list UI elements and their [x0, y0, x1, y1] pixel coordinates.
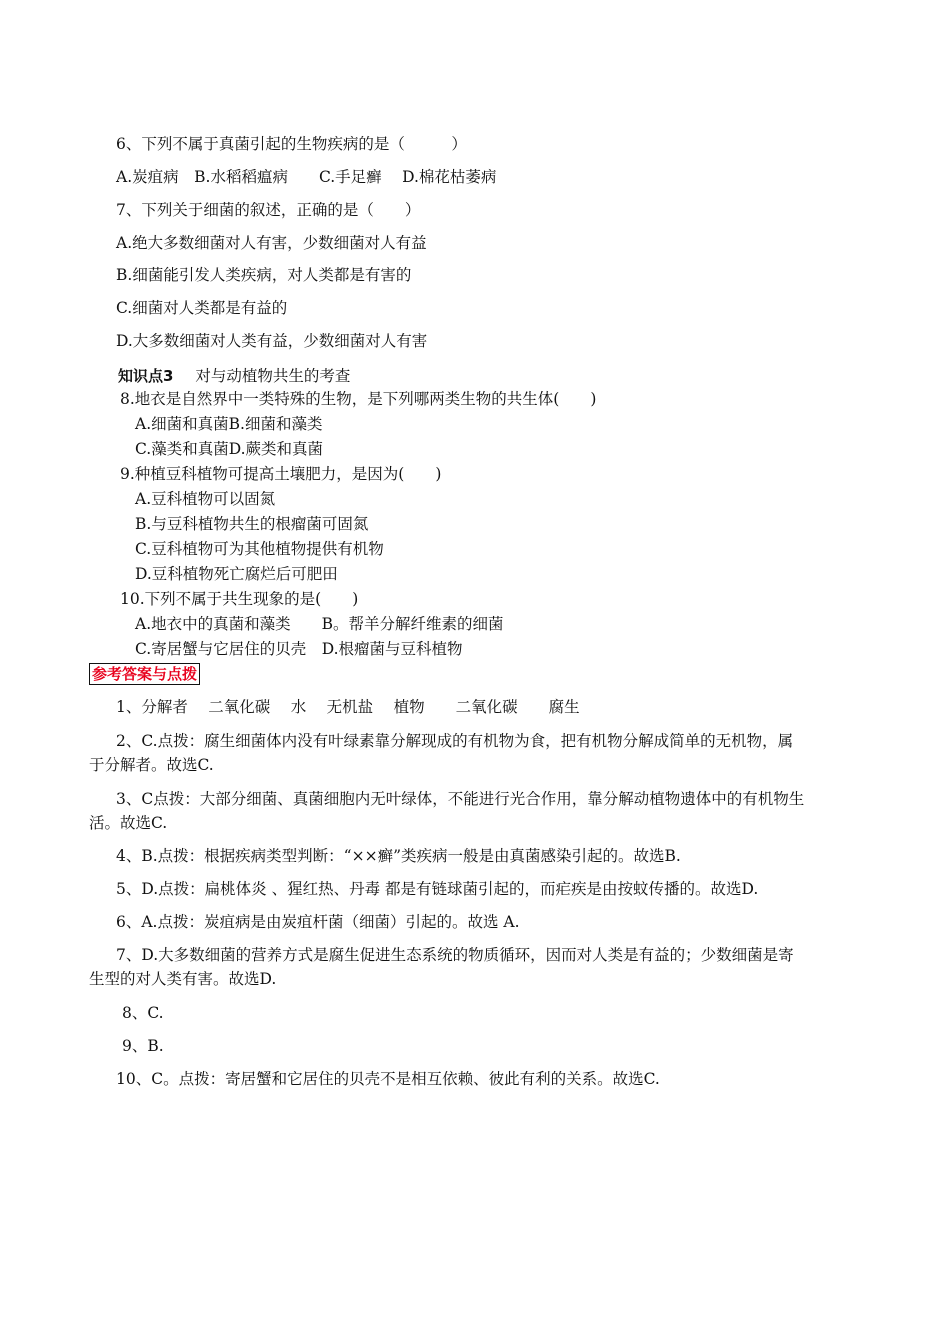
answer-1: 1、分解者 二氧化碳 水 无机盐 植物 二氧化碳 腐生: [116, 698, 580, 716]
question-8-options-ab: A.细菌和真菌B.细菌和藻类: [135, 415, 323, 433]
answer-3-line-1: 3、C点拨：大部分细菌、真菌细胞内无叶绿体，不能进行光合作用，靠分解动植物遗体中的有机物生: [116, 790, 805, 808]
question-9-option-c: C.豆科植物可为其他植物提供有机物: [135, 540, 384, 558]
question-9-option-a: A.豆科植物可以固氮: [135, 490, 276, 508]
question-8-options-cd: C.藻类和真菌D.蕨类和真菌: [135, 440, 324, 458]
question-6-stem: 6、下列不属于真菌引起的生物疾病的是（ ）: [116, 135, 467, 153]
answer-5: 5、D.点拨：扁桃体炎 、猩红热、丹毒 都是有链球菌引起的，而疟疾是由按蚊传播的。故选D.: [116, 880, 759, 898]
question-7-option-c: C.细菌对人类都是有益的: [116, 299, 288, 317]
question-10-options-cd: C.寄居蟹与它居住的贝壳 D.根瘤菌与豆科植物: [135, 640, 463, 658]
question-8-stem: 8.地衣是自然界中一类特殊的生物，是下列哪两类生物的共生体( ): [120, 390, 597, 408]
question-7-stem: 7、下列关于细菌的叙述，正确的是（ ）: [116, 201, 421, 219]
answer-2-line-1: 2、C.点拨：腐生细菌体内没有叶绿素靠分解现成的有机物为食，把有机物分解成简单的无机物，属: [116, 732, 794, 750]
question-6-options: A.炭疽病 B.水稻稻瘟病 C.手足癣 D.棉花枯萎病: [116, 168, 497, 186]
answer-2-line-2: 于分解者。故选C.: [89, 756, 214, 774]
question-7-option-d: D.大多数细菌对人类有益，少数细菌对人有害: [116, 332, 428, 350]
question-10-stem: 10.下列不属于共生现象的是( ): [120, 590, 359, 608]
question-10-options-ab: A.地衣中的真菌和藻类 B。帮羊分解纤维素的细菌: [135, 615, 504, 633]
question-9-stem: 9.种植豆科植物可提高土壤肥力，是因为( ): [120, 465, 442, 483]
answer-section-title: 参考答案与点拨: [89, 663, 200, 685]
answer-3-line-2: 活。故选C.: [89, 814, 168, 832]
section-3-heading: [118, 366, 350, 386]
answer-7-line-1: 7、D.大多数细菌的营养方式是腐生促进生态系统的物质循环，因而对人类是有益的；少数细菌是寄: [116, 946, 794, 964]
question-9-option-b: B.与豆科植物共生的根瘤菌可固氮: [135, 515, 369, 533]
answer-6: 6、A.点拨：炭疽病是由炭疽杆菌（细菌）引起的。故选 A.: [116, 913, 520, 931]
question-9-option-d: D.豆科植物死亡腐烂后可肥田: [135, 565, 338, 583]
question-7-option-b: B.细菌能引发人类疾病，对人类都是有害的: [116, 266, 412, 284]
answer-10: 10、C。点拨：寄居蟹和它居住的贝壳不是相互依赖、彼此有利的关系。故选C.: [116, 1070, 660, 1088]
answer-7-line-2: 生型的对人类有害。故选D.: [89, 970, 277, 988]
question-7-option-a: A.绝大多数细菌对人有害，少数细菌对人有益: [116, 234, 427, 252]
answer-4: 4、B.点拨：根据疾病类型判断：“××癣”类疾病一般是由真菌感染引起的。故选B.: [116, 847, 681, 865]
section-3-label: 知识点3: [118, 367, 174, 385]
section-3-title: 对与动植物共生的考查: [195, 367, 351, 385]
answer-9: 9、B.: [122, 1037, 164, 1055]
answer-8: 8、C.: [122, 1004, 164, 1022]
